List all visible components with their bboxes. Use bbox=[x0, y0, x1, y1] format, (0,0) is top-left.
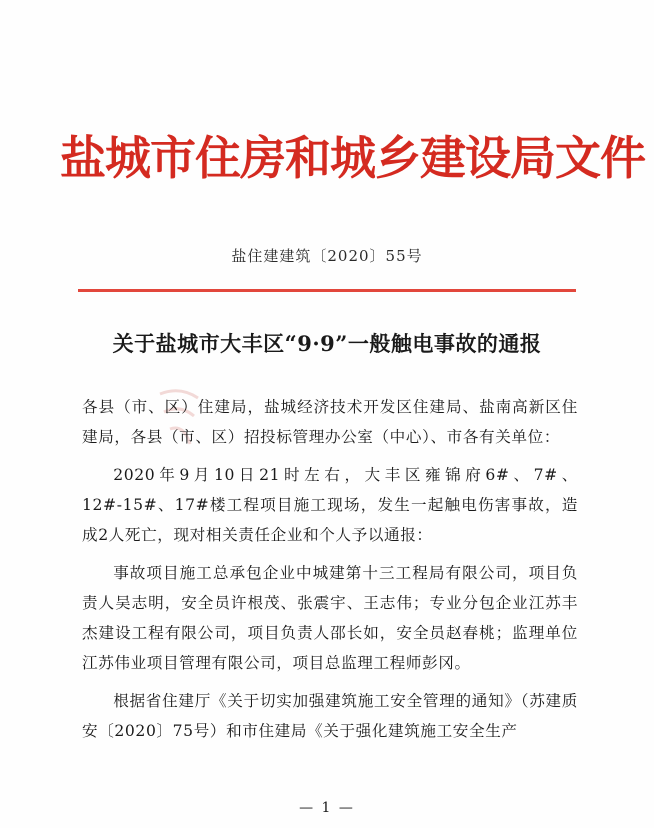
red-divider-line bbox=[78, 289, 576, 292]
body-paragraph-basis: 根据省住建厅《关于切实加强建筑施工安全管理的通知》（苏建质安〔2020〕75号）和市住建局《关于强化建筑施工安全生产 bbox=[82, 692, 578, 740]
notice-title: 关于盐城市大丰区“9·9”一般触电事故的通报 bbox=[112, 331, 542, 356]
body-paragraph-incident: 2020年9月10日21时左右，大丰区雍锦府6#、7#、12#-15#、17#楼工程项目施工现场，发生一起触电伤害事故，造成2人死亡，现对相关责任企业和个人予以通报： bbox=[82, 466, 578, 544]
page-number: — 1 — bbox=[299, 800, 355, 816]
notice-body bbox=[82, 392, 578, 754]
document-number: 盐住建建筑〔2020〕55号 bbox=[231, 247, 423, 265]
issuing-authority-header: 盐城市住房和城乡建设局文件 bbox=[60, 131, 645, 185]
body-paragraph-recipients: 各县（市、区）住建局，盐城经济技术开发区住建局、盐南高新区住建局，各县（市、区）招投标管理办公室（中心）、市各有关单位： bbox=[82, 398, 578, 446]
body-paragraph-responsible-parties: 事故项目施工总承包企业中城建第十三工程局有限公司，项目负责人吴志明，安全员许根茂、张震宇、王志伟；专业分包企业江苏丰杰建设工程有限公司，项目负责人邵长如，安全员赵春桃；监理单位江苏伟业项目管理有限公司，项目总监理工程师彭冈。 bbox=[82, 564, 578, 672]
